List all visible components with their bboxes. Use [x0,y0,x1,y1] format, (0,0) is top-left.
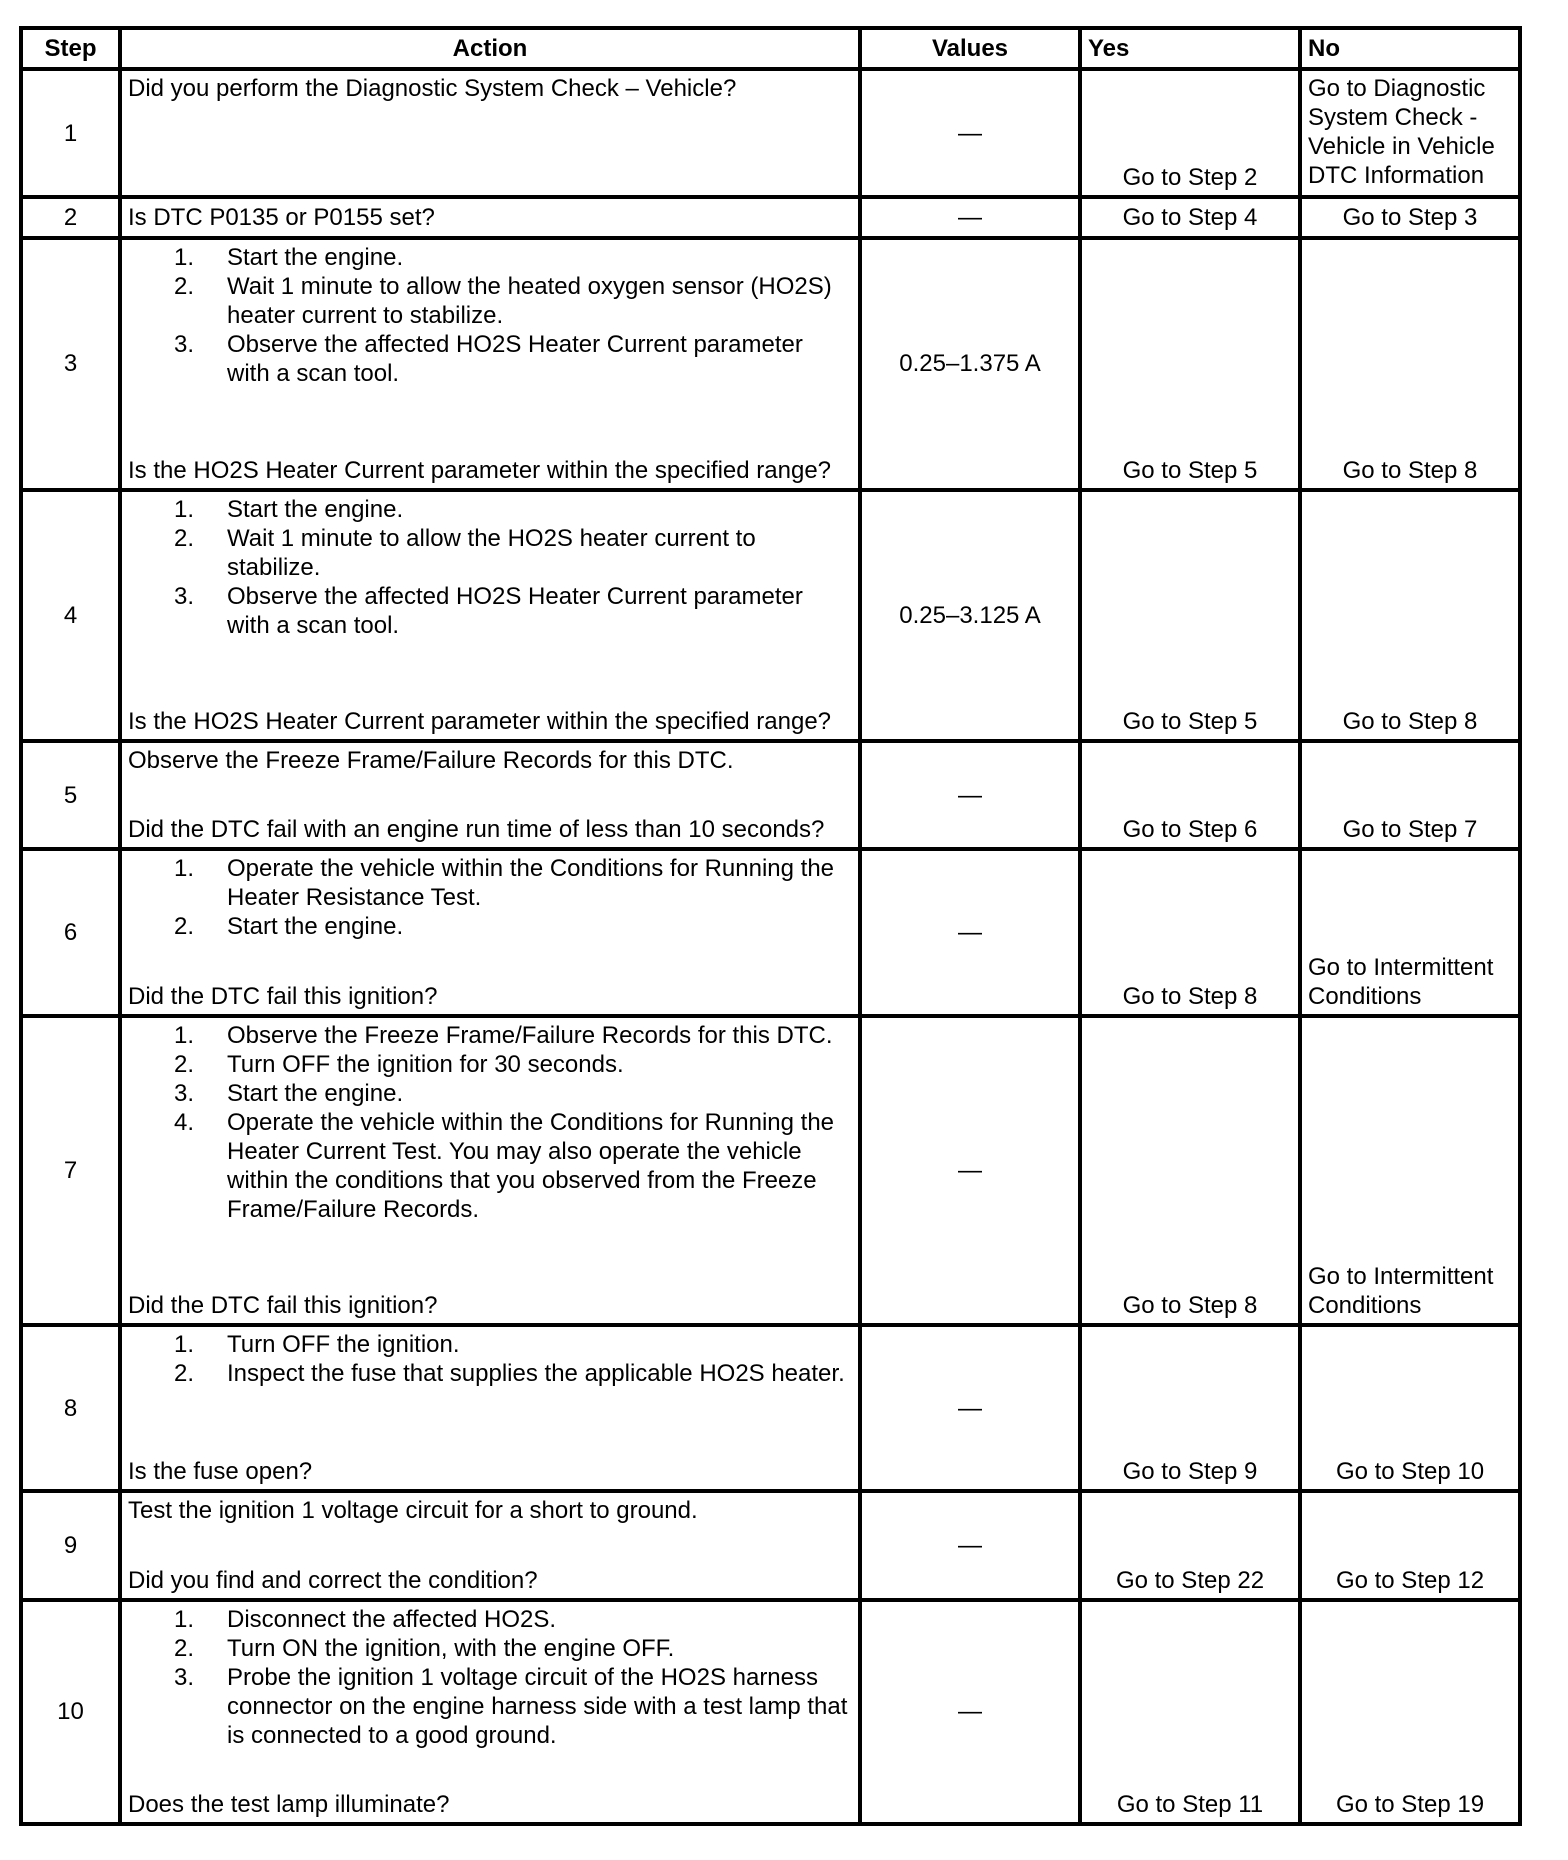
list-item: 1. Turn OFF the ignition. [174,1331,460,1359]
list-item: 2. Wait 1 minute to allow the heated oxygen sensor (HO2S) heater current to stabilize. [174,273,832,330]
header-step: Step [21,28,120,69]
action-cell [120,238,860,489]
value-cell: — [860,197,1080,238]
list-item: 2. Turn ON the ignition, with the engine OFF. [174,1634,675,1662]
list-item: 2. Start the engine. [174,913,404,941]
procedure-list [128,495,852,640]
action-text: Test the ignition 1 voltage circuit for a short to ground. [128,1497,698,1525]
list-item: 3. Observe the affected HO2S Heater Current parameter with a scan tool. [174,582,803,639]
header-values: Values [860,28,1080,69]
table-row [21,849,1520,1015]
question-text: Does the test lamp illuminate? [128,1791,450,1818]
step-number: 2 [21,197,120,238]
no-cell: Go to Step 19 [1300,1600,1520,1824]
value-cell: — [860,1491,1080,1599]
step-number: 3 [21,238,120,489]
no-cell: Go to Step 3 [1300,197,1520,238]
no-cell: Go to Step 8 [1300,490,1520,741]
action-cell [120,490,860,741]
no-cell: Go to Step 8 [1300,238,1520,489]
action-text: Is DTC P0135 or P0155 set? [128,204,435,232]
table-row [21,490,1520,741]
step-number: 5 [21,741,120,849]
yes-cell: Go to Step 22 [1080,1491,1300,1599]
table-row [21,197,1520,238]
procedure-list [128,1021,852,1224]
list-item: 3. Probe the ignition 1 voltage circuit of the HO2S harness connector on the engine harness side with a test lamp that is connected to a good ground. [174,1663,848,1749]
yes-cell: Go to Step 2 [1080,69,1300,197]
step-number: 10 [21,1600,120,1824]
table-row [21,1016,1520,1326]
table-row [21,238,1520,489]
yes-cell: Go to Step 5 [1080,238,1300,489]
list-item: 2. Wait 1 minute to allow the HO2S heater current to stabilize. [174,524,756,581]
no-cell: Go to Step 7 [1300,741,1520,849]
value-cell: — [860,69,1080,197]
question-text: Is the fuse open? [128,1458,313,1486]
value-cell: — [860,1016,1080,1326]
table-row [21,741,1520,849]
question-text: Is the HO2S Heater Current parameter within the specified range? [128,456,832,484]
value-cell: — [860,1600,1080,1824]
list-item: 1. Start the engine. [174,244,404,272]
step-number: 8 [21,1325,120,1491]
yes-cell: Go to Step 9 [1080,1325,1300,1491]
action-cell [120,1600,860,1824]
header-no: No [1300,28,1520,69]
value-cell: — [860,849,1080,1015]
question-text: Did the DTC fail this ignition? [128,982,438,1010]
action-cell [120,1325,860,1491]
list-item: 2. Inspect the fuse that supplies the applicable HO2S heater. [174,1360,845,1388]
procedure-list [128,854,852,941]
no-cell: Go to Diagnostic System Check - Vehicle in Vehicle DTC Information [1300,69,1520,197]
header-yes: Yes [1080,28,1300,69]
list-item: 1. Start the engine. [174,495,404,523]
list-item: 3. Observe the affected HO2S Heater Current parameter with a scan tool. [174,331,803,388]
table-row [21,1600,1520,1824]
list-item: 1. Disconnect the affected HO2S. [174,1605,557,1633]
question-text: Did you find and correct the condition? [128,1566,538,1594]
action-cell [120,197,860,238]
step-number: 9 [21,1491,120,1599]
action-cell [120,69,860,197]
action-cell [120,741,860,849]
procedure-list [128,1605,852,1750]
value-cell: 0.25–3.125 A [860,490,1080,741]
action-text: Did you perform the Diagnostic System Check – Vehicle? [128,75,737,102]
header-row [21,28,1520,69]
value-cell: — [860,741,1080,849]
no-cell: Go to Intermittent Conditions [1300,849,1520,1015]
action-text: Observe the Freeze Frame/Failure Records for this DTC. [128,747,734,775]
header-action: Action [120,28,860,69]
step-number: 4 [21,490,120,741]
question-text: Is the HO2S Heater Current parameter within the specified range? [128,708,832,736]
procedure-list [128,1330,852,1388]
no-cell: Go to Step 12 [1300,1491,1520,1599]
action-cell [120,849,860,1015]
value-cell: — [860,1325,1080,1491]
table-row [21,69,1520,197]
list-item: 1. Observe the Freeze Frame/Failure Records for this DTC. [174,1021,833,1049]
yes-cell: Go to Step 8 [1080,849,1300,1015]
step-number: 1 [21,69,120,197]
table-row [21,1325,1520,1491]
action-cell [120,1491,860,1599]
list-item: 1. Operate the vehicle within the Conditions for Running the Heater Resistance Test. [174,855,835,912]
yes-cell: Go to Step 8 [1080,1016,1300,1326]
list-item: 2. Turn OFF the ignition for 30 seconds. [174,1050,624,1078]
no-cell: Go to Step 10 [1300,1325,1520,1491]
yes-cell: Go to Step 4 [1080,197,1300,238]
diagnostic-table [19,26,1522,1826]
list-item: 3. Start the engine. [174,1079,404,1107]
step-number: 6 [21,849,120,1015]
step-number: 7 [21,1016,120,1326]
yes-cell: Go to Step 11 [1080,1600,1300,1824]
yes-cell: Go to Step 5 [1080,490,1300,741]
table-row [21,1491,1520,1599]
action-cell [120,1016,860,1326]
procedure-list [128,243,852,388]
yes-cell: Go to Step 6 [1080,741,1300,849]
question-text: Did the DTC fail this ignition? [128,1292,438,1320]
no-cell: Go to Intermittent Conditions [1300,1016,1520,1326]
value-cell: 0.25–1.375 A [860,238,1080,489]
list-item: 4. Operate the vehicle within the Conditions for Running the Heater Current Test. You may also operate the vehicle within the conditions that you observed from the Freeze Frame/Failure Records. [174,1108,835,1223]
question-text: Did the DTC fail with an engine run time of less than 10 seconds? [128,816,825,844]
